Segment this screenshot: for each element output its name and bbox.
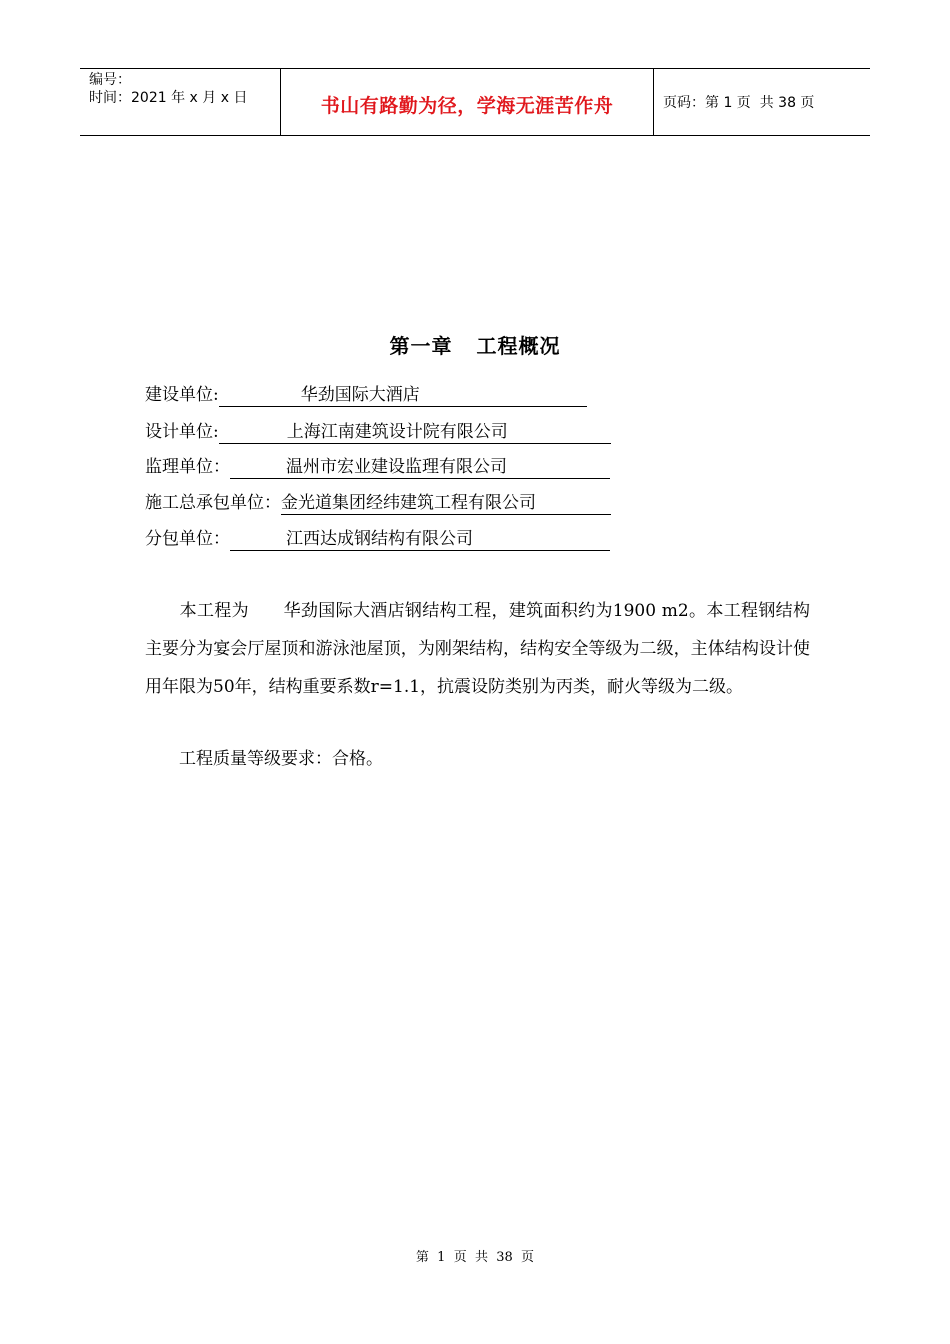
chapter-name: 工程概况 bbox=[476, 334, 561, 358]
info-row-owner bbox=[145, 382, 587, 408]
document-number-label: 编号： bbox=[89, 72, 131, 88]
info-value: 江西达成钢结构有限公司 bbox=[286, 529, 473, 549]
header-page-number: 页码：第 1 页 共 38 页 bbox=[663, 95, 815, 111]
info-value: 金光道集团经纬建筑工程有限公司 bbox=[281, 493, 536, 513]
info-value: 温州市宏业建设监理有限公司 bbox=[286, 457, 507, 477]
header-motto-cell bbox=[281, 69, 654, 135]
quality-requirement-paragraph: 工程质量等级要求：合格。 bbox=[145, 749, 383, 769]
info-row-designer bbox=[145, 419, 611, 445]
header-meta-cell bbox=[80, 69, 281, 135]
info-value: 华劲国际大酒店 bbox=[300, 385, 420, 405]
info-value-underline bbox=[219, 421, 611, 444]
info-value-underline bbox=[230, 456, 610, 479]
header-page-cell bbox=[654, 69, 870, 135]
info-row-subcontractor bbox=[145, 526, 610, 552]
info-label: 建设单位: bbox=[145, 385, 219, 405]
info-label: 监理单位： bbox=[145, 457, 230, 477]
info-label: 施工总承包单位： bbox=[145, 493, 281, 513]
info-row-contractor bbox=[145, 490, 611, 516]
info-label: 设计单位: bbox=[145, 422, 219, 442]
info-row-supervisor bbox=[145, 454, 610, 480]
chapter-number: 第一章 bbox=[389, 334, 453, 358]
info-value-underline bbox=[281, 492, 611, 515]
page-footer: 第 1 页 共 38 页 bbox=[415, 1250, 535, 1265]
info-value: 上海江南建筑设计院有限公司 bbox=[286, 422, 508, 442]
project-description-paragraph: 本工程为 华劲国际大酒店钢结构工程，建筑面积约为1900 m2。本工程钢结构主要分为宴会厅屋顶和游泳池屋顶，为刚架结构，结构安全等级为二级，主体结构设计使用年限为50年，结构重要系数r=1.1，抗震设防类别为丙类，耐火等级为二级。 bbox=[145, 601, 810, 697]
info-value-underline bbox=[230, 528, 610, 551]
info-label: 分包单位： bbox=[145, 529, 230, 549]
motto-text: 书山有路勤为径，学海无涯苦作舟 bbox=[320, 94, 614, 117]
document-time: 时间：2021 年 x 月 x 日 bbox=[89, 90, 248, 106]
document-header bbox=[80, 68, 870, 136]
chapter-title bbox=[0, 330, 950, 359]
info-value-underline bbox=[219, 384, 587, 407]
